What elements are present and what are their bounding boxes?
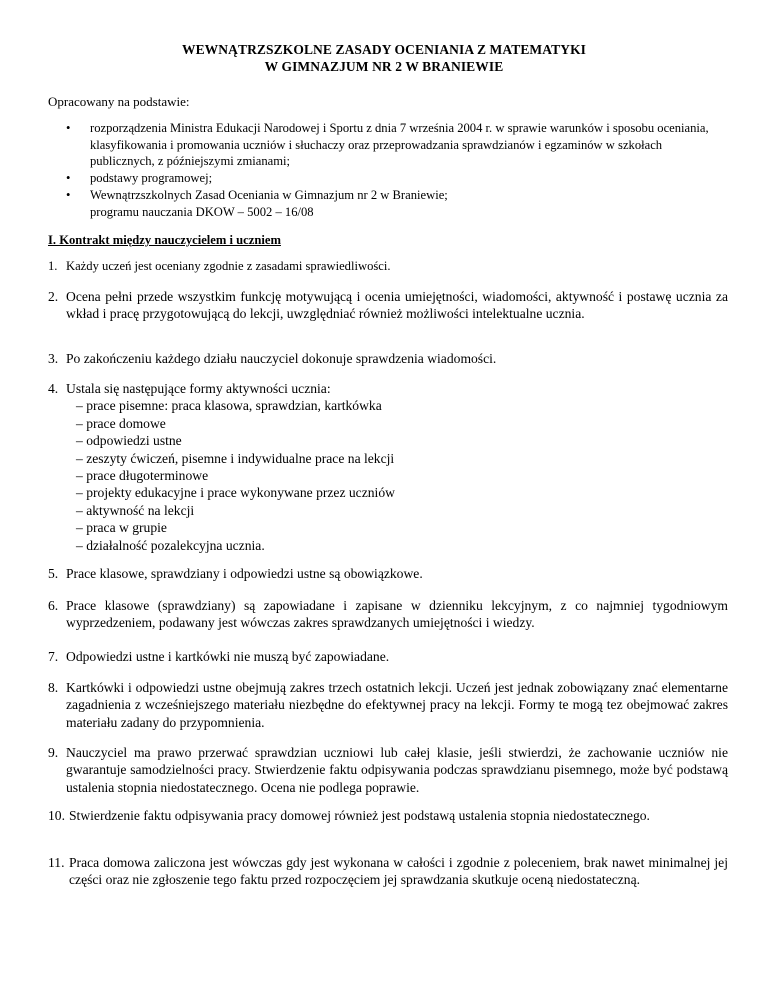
- contract-item: 5. Prace klasowe, sprawdziany i odpowiedzi ustne są obowiązkowe.: [48, 566, 423, 581]
- contract-item: 3. Po zakończeniu każdego działu nauczyciel dokonuje sprawdzenia wiadomości.: [48, 351, 497, 366]
- bullet-icon: •: [66, 121, 71, 135]
- list-item: • rozporządzenia Ministra Edukacji Narodowej i Sportu z dnia 7 września 2004 r. w sprawie warunków i sposobu oceniania, klasyfikowania i promowania uczniów i słuchaczy oraz przeprowadzania sprawdzianów i egzaminów w szkołach publicznych, z późniejszymi zmianami;: [66, 121, 709, 169]
- contract-item: 1. Każdy uczeń jest oceniany zgodnie z zasadami sprawiedliwości.: [48, 259, 391, 273]
- list-item: – prace długoterminowe: [76, 468, 209, 484]
- sources-list: [66, 120, 726, 220]
- list-item: – działalność pozalekcyjna ucznia.: [76, 537, 265, 553]
- list-item: – aktywność na lekcji: [76, 502, 195, 518]
- list-item: – projekty edukacyjne i prace wykonywane przez uczniów: [76, 485, 395, 501]
- contract-item: 7. Odpowiedzi ustne i kartkówki nie muszą być zapowiadane.: [48, 649, 390, 664]
- document-title-line-1: WEWNĄTRZSZKOLNE ZASADY OCENIANIA Z MATEMATYKI: [181, 42, 587, 57]
- contract-item: 11. Praca domowa zaliczona jest wówczas gdy jest wykonana w całości i zgodnie z poleceniem, brak nawet minimalnej jej części oraz nie zgłoszenie tego faktu przed rozpoczęciem jej sprawdzania skutkuje oceną niedostateczną.: [48, 855, 728, 888]
- activity-forms-intro: Ustala się następujące formy aktywności ucznia:: [66, 381, 331, 396]
- list-item: – odpowiedzi ustne: [76, 433, 182, 449]
- list-item: – prace domowe: [76, 415, 166, 431]
- list-item-continuation: programu nauczania DKOW – 5002 – 16/08: [90, 204, 314, 219]
- list-item: • Wewnątrzszkolnych Zasad Oceniania w Gimnazjum nr 2 w Braniewie;: [66, 187, 448, 202]
- contract-item: 9. Nauczyciel ma prawo przerwać sprawdzian uczniowi lub całej klasie, jeśli stwierdzi, że zachowanie uczniów nie gwarantuje samodzielności pracy. Stwierdzenie faktu odpisywania podczas sprawdzianu pisemnego, może być podstawą ustalenia stopnia niedostatecznego. Ocena nie podlega poprawie.: [48, 745, 728, 795]
- list-item: – prace pisemne: praca klasowa, sprawdzian, kartkówka: [76, 398, 382, 414]
- list-item: – praca w grupie: [76, 520, 167, 536]
- contract-item: 4. Ustala się następujące formy aktywności ucznia: – prace pisemne: praca klasowa, sprawdzian, kartkówka – prace domowe – odpowiedzi ustne – zeszyty ćwiczeń, pisemne i indywidualne prace na lekcji – prace długoterminowe – projekty edukacyjne i prace wykonywane przez uczniów – aktywność na lekcji – praca w grupie – działalność pozalekcyjna ucznia.: [48, 380, 728, 554]
- bullet-icon: •: [66, 187, 71, 202]
- list-item: – zeszyty ćwiczeń, pisemne i indywidualne prace na lekcji: [76, 450, 395, 466]
- list-item: • podstawy programowej;: [66, 171, 213, 186]
- section-title: I. Kontrakt między nauczycielem i uczniem: [48, 233, 281, 247]
- intro-text: Opracowany na podstawie:: [48, 94, 190, 109]
- contract-item: 2. Ocena pełni przede wszystkim funkcję motywującą i ocenia umiejętności, wiadomości, aktywność i postawę ucznia za wkład i pracę przygotowującą do lekcji, uwzględniać również możliwości intelektualne ucznia.: [48, 289, 728, 322]
- contract-item: 10. Stwierdzenie faktu odpisywania pracy domowej również jest podstawą ustalenia stopnia niedostatecznego.: [48, 808, 650, 823]
- contract-item: 8. Kartkówki i odpowiedzi ustne obejmują zakres trzech ostatnich lekcji. Uczeń jest jednak zobowiązany znać elementarne zagadnienia z wcześniejszego materiału niezbędne do efektywnej pracy na lekcji. Formy te mogą tez obejmować zakres materiału zadany do przypomnienia.: [48, 680, 728, 730]
- activity-forms-list: [76, 397, 728, 554]
- contract-item: 6. Prace klasowe (sprawdziany) są zapowiadane i zapisane w dzienniku lekcyjnym, z co najmniej tygodniowym wyprzedzeniem, podawany jest wówczas zakres sprawdzanych umiejętności i wiedzy.: [48, 598, 728, 631]
- document-title-line-2: W GIMNAZJUM NR 2 W BRANIEWIE: [264, 59, 504, 74]
- bullet-icon: •: [66, 171, 71, 186]
